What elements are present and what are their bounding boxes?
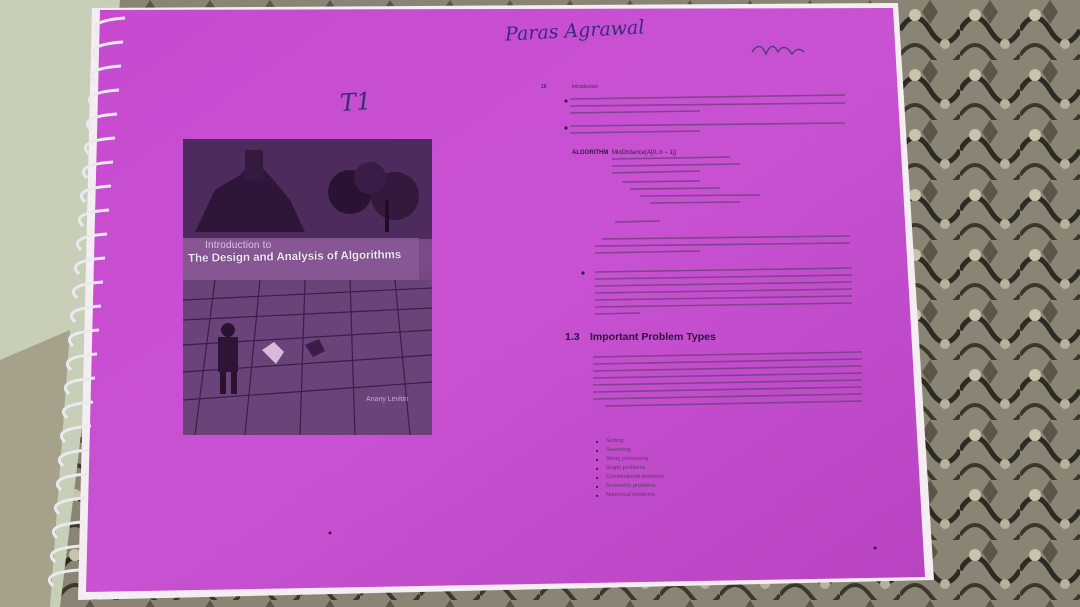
list-item: ■ Sorting xyxy=(596,437,664,446)
algorithm-label: ALGORITHM xyxy=(572,150,609,156)
book-cover-title: The Design and Analysis of Algorithms xyxy=(187,249,402,265)
book-cover-author: Anany Levitin xyxy=(366,396,409,403)
list-item: ■ Graph problems xyxy=(596,464,664,473)
handwritten-topic-label: T1 xyxy=(339,86,373,118)
book-cover-subtitle: Introduction to xyxy=(205,240,272,251)
list-item: ■ Geometric problems xyxy=(596,482,664,491)
list-item: ■ Numerical problems xyxy=(596,491,664,500)
book-cover-image xyxy=(183,139,432,435)
algorithm-signature: MinDistance(A[0..n − 1]) xyxy=(612,150,677,156)
section-number: 1.3 xyxy=(565,331,580,343)
running-head: Introduction xyxy=(572,84,599,90)
handwritten-name: Paras Agrawal xyxy=(504,16,645,46)
list-item: ■ Searching xyxy=(596,446,664,455)
section-title: Important Problem Types xyxy=(590,331,716,343)
page-number: 16 xyxy=(541,84,547,90)
list-item: ■ String processing xyxy=(596,455,664,464)
list-item: ■ Combinatorial problems xyxy=(596,473,664,482)
problem-types-list xyxy=(596,437,664,500)
